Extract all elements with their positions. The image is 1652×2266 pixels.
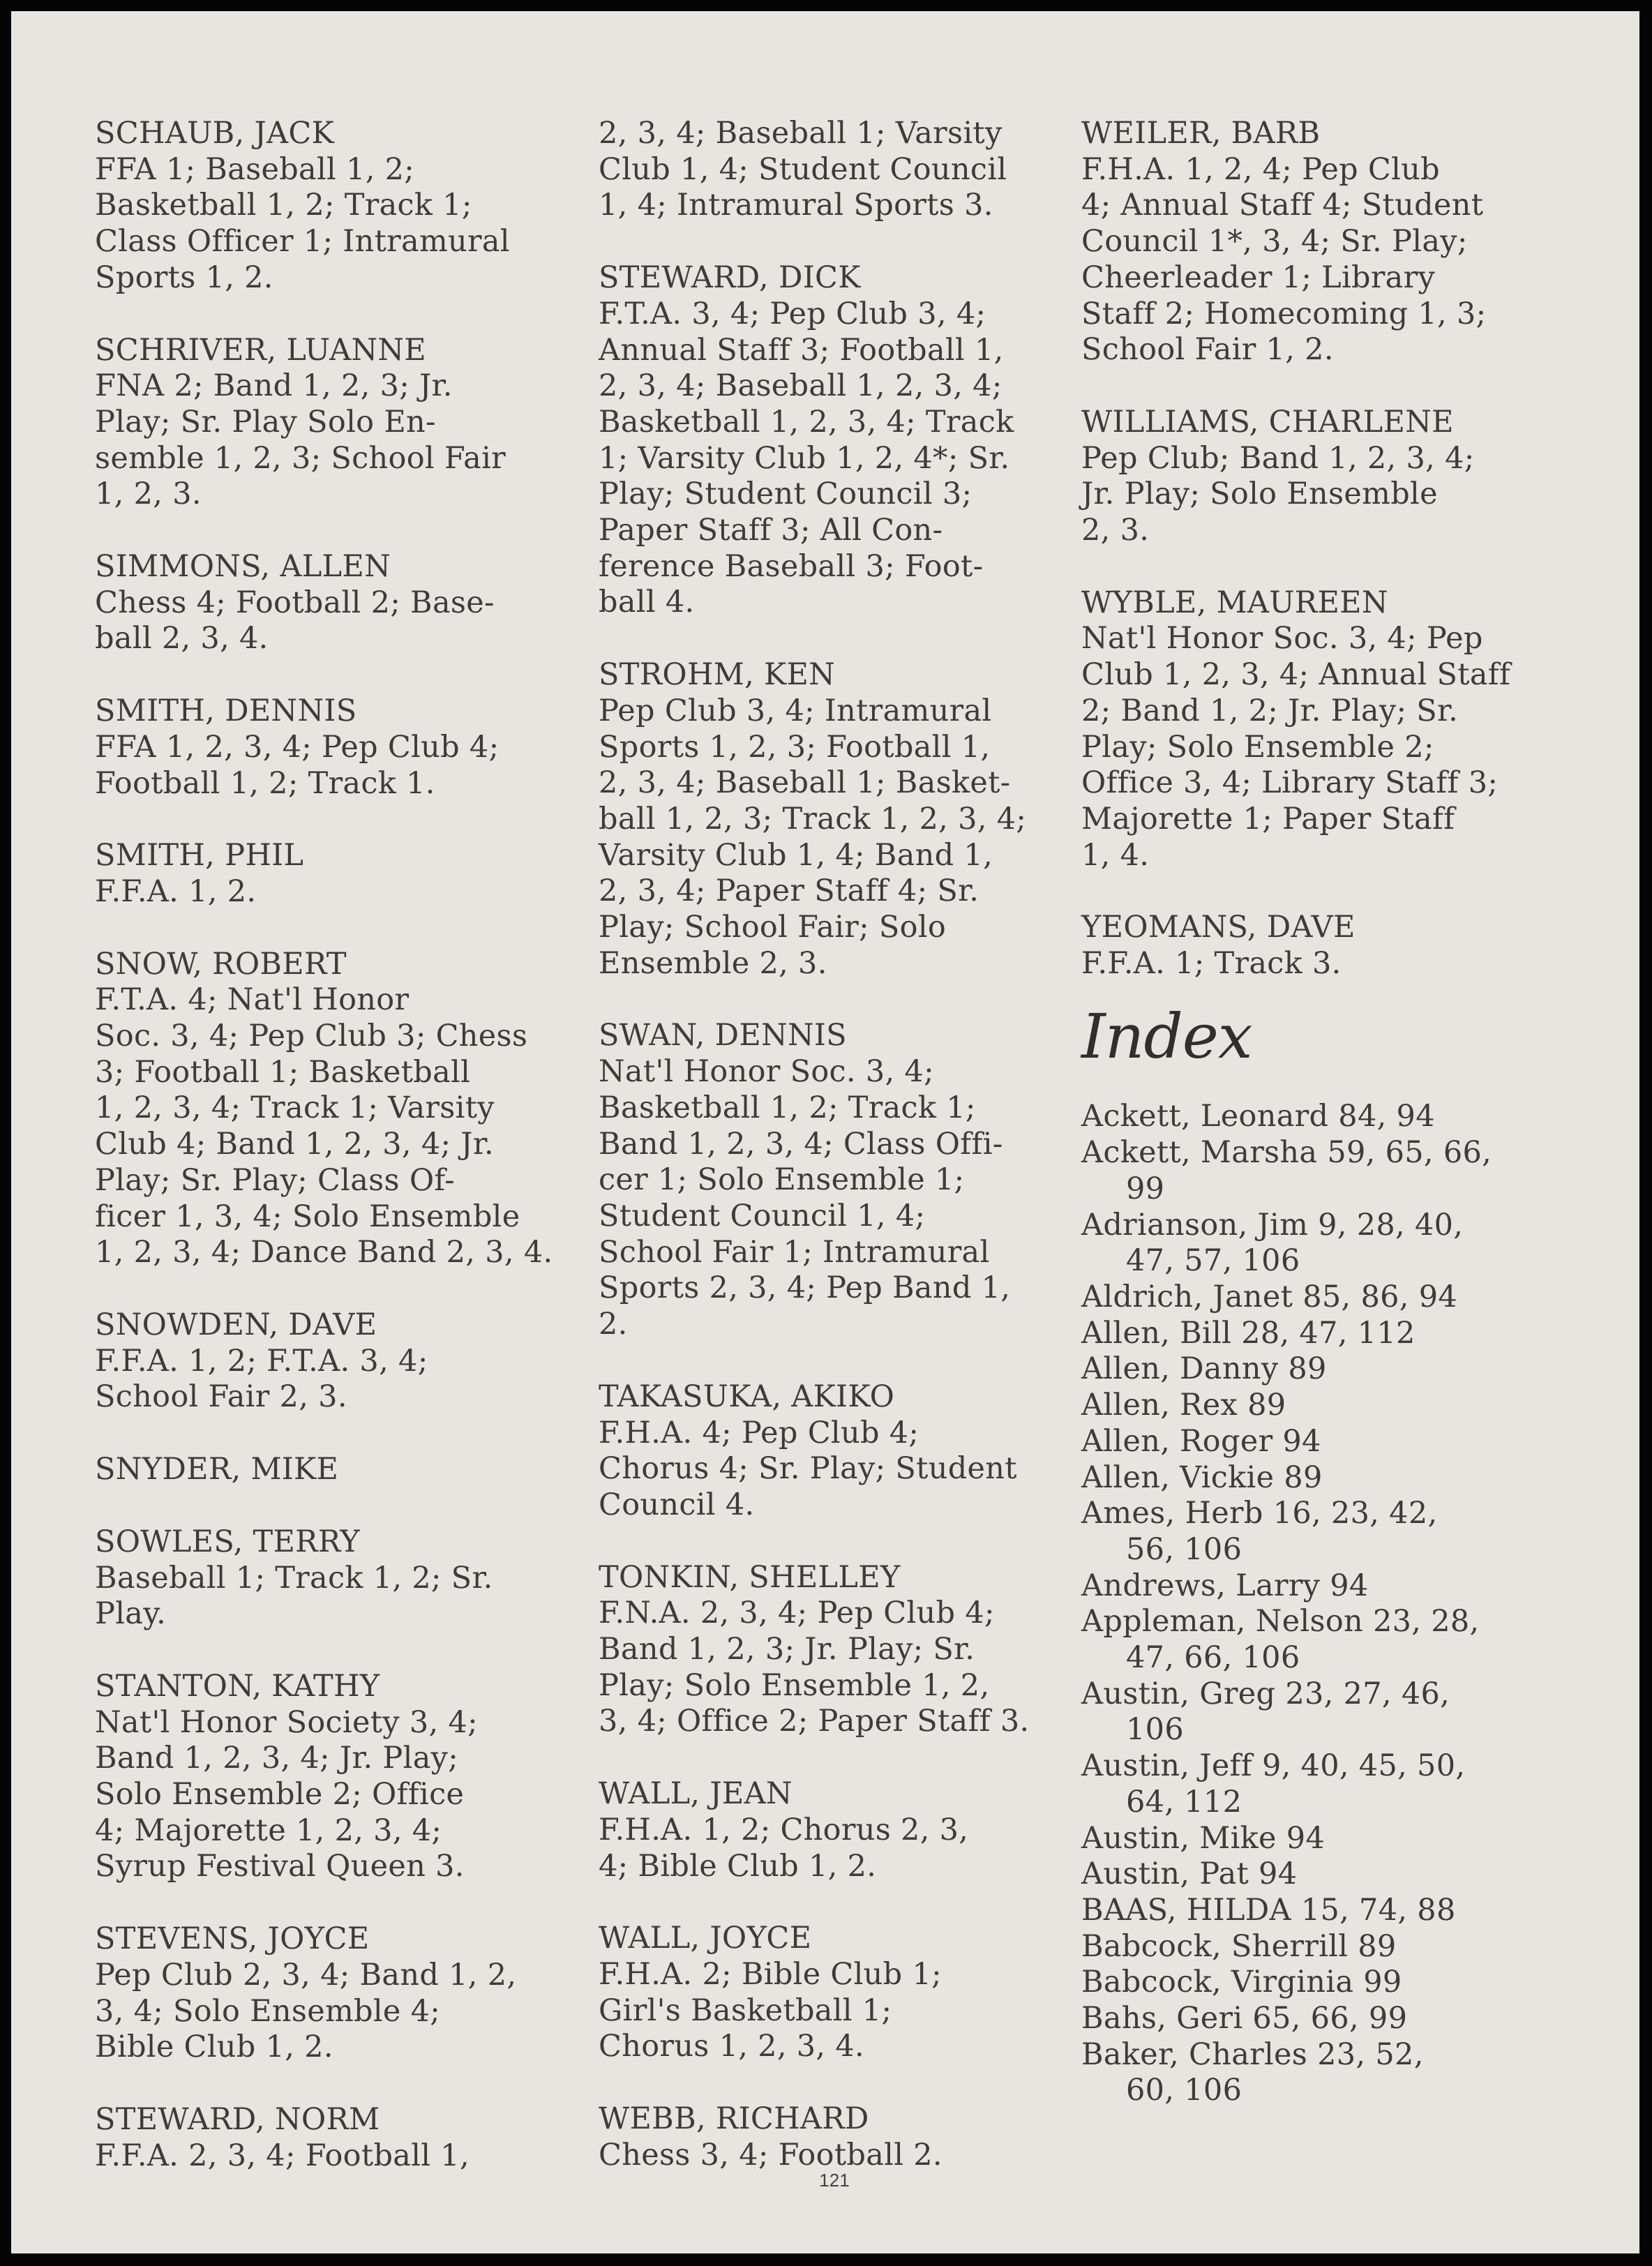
senior-name: TAKASUKA, AKIKO [599,1379,895,1414]
index-entry: Baker, Charles 23, 52, [1081,2036,1424,2072]
activity-line: 1, 2, 3, 4; Dance Band 2, 3, 4. [95,1235,553,1270]
activity-line: ball 2, 3, 4. [95,621,269,656]
activity-line: 2, 3, 4; Baseball 1; Basket- [599,765,1011,801]
activity-line: FFA 1; Baseball 1, 2; [95,151,415,187]
activity-line: ference Baseball 3; Foot- [599,548,984,584]
activity-line: Varsity Club 1, 4; Band 1, [599,837,993,873]
index-entry: Bahs, Geri 65, 66, 99 [1081,2001,1408,2036]
senior-entry [1081,910,1625,982]
senior-entry [599,260,1073,621]
activity-line: FNA 2; Band 1, 2, 3; Jr. [95,368,453,404]
index-list [1081,1099,1625,2109]
activity-line: Annual Staff 3; Football 1, [599,332,1004,368]
activity-line: Office 3, 4; Library Staff 3; [1081,765,1499,801]
activity-line: 1, 4; Intramural Sports 3. [599,188,993,223]
activity-line: 3, 4; Office 2; Paper Staff 3. [599,1704,1030,1739]
activity-line: Soc. 3, 4; Pep Club 3; Chess [95,1019,528,1054]
senior-name: WALL, JEAN [599,1776,793,1812]
index-entry: Appleman, Nelson 23, 28, [1081,1604,1480,1640]
activity-line: ficer 1, 3, 4; Solo Ensemble [95,1199,520,1234]
activity-line: F.F.A. 2, 3, 4; Football 1, [95,2138,470,2173]
activity-line: Chess 3, 4; Football 2. [599,2137,943,2173]
senior-name: STEWARD, NORM [95,2101,380,2137]
senior-entry [95,838,583,910]
activity-line: Play; School Fair; Solo [599,910,947,945]
senior-entry [95,1669,583,1885]
index-entry: Allen, Roger 94 [1081,1423,1321,1459]
activity-line: 1; Varsity Club 1, 2, 4*; Sr. [599,440,1010,476]
activity-line: cer 1; Solo Ensemble 1; [599,1162,965,1198]
senior-entry [95,2102,583,2174]
activity-line: Nat'l Honor Soc. 3, 4; Pep [1081,621,1483,656]
activity-line: Sports 1, 2, 3; Football 1, [599,729,991,765]
activity-line: FFA 1, 2, 3, 4; Pep Club 4; [95,729,500,765]
index-entry-continued: 64, 112 [1126,1784,1242,1819]
column-3-entries [1081,116,1625,982]
senior-entry [599,1776,1073,1884]
activity-line: Basketball 1, 2; Track 1; [95,188,472,223]
index-entry: BAAS, HILDA 15, 74, 88 [1081,1892,1456,1928]
activity-line: Syrup Festival Queen 3. [95,1849,465,1884]
activity-line: ball 4. [599,585,695,620]
index-entry: Babcock, Virginia 99 [1081,1965,1402,2000]
senior-entry [599,1921,1073,2065]
senior-entry [1081,585,1625,874]
senior-name: SWAN, DENNIS [599,1018,847,1053]
yearbook-page [11,11,1639,2253]
index-entry-continued: 56, 106 [1126,1531,1242,1567]
index-entry: Allen, Rex 89 [1081,1388,1286,1423]
index-entry: Allen, Danny 89 [1081,1351,1327,1387]
senior-name: SNOW, ROBERT [95,946,347,982]
activity-line: Girl's Basketball 1; [599,1993,892,2028]
senior-entry [95,116,583,297]
activity-line: Play; Sr. Play; Class Of- [95,1162,455,1198]
senior-entry [599,1018,1073,1342]
activity-line: Pep Club 2, 3, 4; Band 1, 2, [95,1957,517,1993]
senior-name: SCHAUB, JACK [95,116,335,151]
activity-line: F.F.A. 1, 2; F.T.A. 3, 4; [95,1343,428,1379]
senior-name: STEWARD, DICK [599,260,861,296]
activity-line: 2, 3. [1081,513,1150,548]
activity-line: semble 1, 2, 3; School Fair [95,440,506,476]
activity-line: Play; Sr. Play Solo En- [95,404,436,440]
senior-name: WEBB, RICHARD [599,2101,869,2137]
activity-line: Class Officer 1; Intramural [95,224,510,260]
index-entry: Ackett, Marsha 59, 65, 66, [1081,1135,1492,1171]
activity-line: Chess 4; Football 2; Base- [95,585,495,620]
activity-line: Staff 2; Homecoming 1, 3; [1081,296,1487,331]
activity-line: F.H.A. 4; Pep Club 4; [599,1415,919,1450]
column-1 [95,116,583,2210]
senior-name: WYBLE, MAUREEN [1081,585,1388,620]
activity-line: School Fair 1; Intramural [599,1234,990,1270]
senior-entry [1081,116,1625,368]
activity-line: 4; Majorette 1, 2, 3, 4; [95,1813,442,1848]
senior-entry [599,1379,1073,1524]
activity-line: F.H.A. 2; Bible Club 1; [599,1956,942,1992]
senior-name: SMITH, PHIL [95,838,304,873]
activity-line: ball 1, 2, 3; Track 1, 2, 3, 4; [599,801,1027,836]
senior-entry [599,657,1073,982]
senior-entry [599,2101,1073,2173]
page-number: 121 [819,2170,850,2191]
index-entry-continued: 47, 57, 106 [1126,1243,1300,1279]
activity-line: F.T.A. 4; Nat'l Honor [95,982,410,1018]
senior-name: SIMMONS, ALLEN [95,549,391,585]
senior-name: SCHRIVER, LUANNE [95,332,426,368]
activity-line: 2. [599,1307,628,1342]
senior-name: STROHM, KEN [599,657,836,693]
senior-entry [599,116,1073,224]
activity-line: F.F.A. 1, 2. [95,873,257,909]
activity-line: Majorette 1; Paper Staff [1081,801,1455,836]
index-entry-continued: 47, 66, 106 [1126,1640,1300,1676]
activity-line: Nat'l Honor Society 3, 4; [95,1704,478,1740]
activity-line: Band 1, 2, 3, 4; Jr. Play; [95,1741,459,1776]
activity-line: Play; Solo Ensemble 2; [1081,729,1434,765]
activity-line: Student Council 1, 4; [599,1198,926,1233]
index-title: Index [1081,1000,1252,1072]
activity-line: Nat'l Honor Soc. 3, 4; [599,1054,934,1090]
senior-entry [95,549,583,657]
activity-line: 4; Bible Club 1, 2. [599,1848,877,1884]
index-entry: Allen, Bill 28, 47, 112 [1081,1315,1416,1351]
index-entry: Ackett, Leonard 84, 94 [1081,1099,1435,1134]
senior-name: WEILER, BARB [1081,116,1321,151]
column-2 [599,116,1073,2209]
activity-line: Play; Solo Ensemble 1, 2, [599,1667,990,1703]
activity-line: F.F.A. 1; Track 3. [1081,946,1342,982]
senior-entry [95,333,583,513]
activity-line: Club 1, 2, 3, 4; Annual Staff [1081,657,1511,693]
activity-line: Cheerleader 1; Library [1081,260,1436,295]
activity-line: Play; Student Council 3; [599,477,973,512]
senior-name: YEOMANS, DAVE [1081,910,1356,945]
senior-name: SMITH, DENNIS [95,693,357,729]
senior-name: SNOWDEN, DAVE [95,1307,377,1342]
activity-line: Pep Club 3, 4; Intramural [599,693,992,728]
index-entry: Ames, Herb 16, 23, 42, [1081,1496,1438,1531]
index-entry-continued: 60, 106 [1126,2073,1242,2108]
senior-entry [95,947,583,1271]
activity-line: F.T.A. 3, 4; Pep Club 3, 4; [599,296,986,331]
activity-line: Solo Ensemble 2; Office [95,1777,465,1813]
activity-line: Band 1, 2, 3, 4; Class Offi- [599,1126,1003,1162]
senior-name: SOWLES, TERRY [95,1524,360,1559]
senior-entry [1081,405,1625,549]
index-entry: Allen, Vickie 89 [1081,1460,1323,1495]
activity-line: Chorus 1, 2, 3, 4. [599,2029,864,2064]
activity-line: 1, 2, 3, 4; Track 1; Varsity [95,1090,495,1126]
activity-line: 3, 4; Solo Ensemble 4; [95,1993,441,2029]
index-entry: Babcock, Sherrill 89 [1081,1928,1397,1964]
activity-line: School Fair 2, 3. [95,1379,347,1415]
senior-entry [95,1524,583,1633]
activity-line: F.H.A. 1, 2, 4; Pep Club [1081,151,1440,187]
activity-line: Sports 1, 2. [95,260,273,295]
activity-line: Pep Club; Band 1, 2, 3, 4; [1081,440,1475,476]
index-entry: Austin, Jeff 9, 40, 45, 50, [1081,1748,1466,1784]
activity-line: Play. [95,1596,167,1632]
activity-line: Council 4. [599,1487,755,1522]
activity-line: Club 4; Band 1, 2, 3, 4; Jr. [95,1127,494,1162]
activity-line: 2; Band 1, 2; Jr. Play; Sr. [1081,693,1459,728]
activity-line: 1, 4. [1081,837,1150,873]
senior-name: WALL, JOYCE [599,1921,812,1956]
index-entry: Andrews, Larry 94 [1081,1568,1369,1603]
activity-line: Council 1*, 3, 4; Sr. Play; [1081,224,1468,260]
activity-line: Chorus 4; Sr. Play; Student [599,1451,1017,1487]
index-entry: Austin, Greg 23, 27, 46, [1081,1676,1450,1711]
senior-name: STEVENS, JOYCE [95,1921,370,1957]
index-entry: Adrianson, Jim 9, 28, 40, [1081,1207,1464,1243]
senior-name: TONKIN, SHELLEY [599,1559,901,1595]
senior-name: SNYDER, MIKE [95,1452,339,1487]
senior-name: WILLIAMS, CHARLENE [1081,404,1454,440]
activity-line: F.N.A. 2, 3, 4; Pep Club 4; [599,1596,995,1631]
activity-line: 2, 3, 4; Paper Staff 4; Sr. [599,873,979,909]
activity-line: Paper Staff 3; All Con- [599,513,943,548]
activity-line: Bible Club 1, 2. [95,2029,333,2065]
index-entry-continued: 106 [1126,1712,1184,1748]
column-3 [1081,116,1625,2109]
index-entry-continued: 99 [1126,1171,1165,1206]
senior-entry [599,1560,1073,1741]
senior-entry [95,1452,583,1488]
activity-line: F.H.A. 1, 2; Chorus 2, 3, [599,1812,969,1847]
activity-line: 4; Annual Staff 4; Student [1081,188,1484,223]
activity-line: Basketball 1, 2, 3, 4; Track [599,404,1014,440]
activity-line: Club 1, 4; Student Council [599,151,1007,187]
activity-line: School Fair 1, 2. [1081,332,1334,368]
senior-name: STANTON, KATHY [95,1668,380,1704]
index-entry: Austin, Mike 94 [1081,1820,1326,1856]
senior-entry [95,693,583,802]
activity-line: Jr. Play; Solo Ensemble [1081,477,1438,512]
activity-line: Band 1, 2, 3; Jr. Play; Sr. [599,1632,975,1667]
senior-entry [95,1307,583,1416]
activity-line: 3; Football 1; Basketball [95,1054,471,1090]
activity-line: 1, 2, 3. [95,477,202,512]
index-entry: Austin, Pat 94 [1081,1856,1298,1892]
index-entry: Aldrich, Janet 85, 86, 94 [1081,1279,1458,1314]
activity-line: Sports 2, 3, 4; Pep Band 1, [599,1270,1011,1306]
activity-line: Baseball 1; Track 1, 2; Sr. [95,1560,493,1596]
activity-line: Football 1, 2; Track 1. [95,765,435,801]
senior-entry [95,1921,583,2066]
activity-line: Ensemble 2, 3. [599,945,827,981]
activity-line: Basketball 1, 2; Track 1; [599,1090,976,1125]
activity-line: 2, 3, 4; Baseball 1; Varsity [599,116,1003,151]
activity-line: 2, 3, 4; Baseball 1, 2, 3, 4; [599,368,1003,404]
